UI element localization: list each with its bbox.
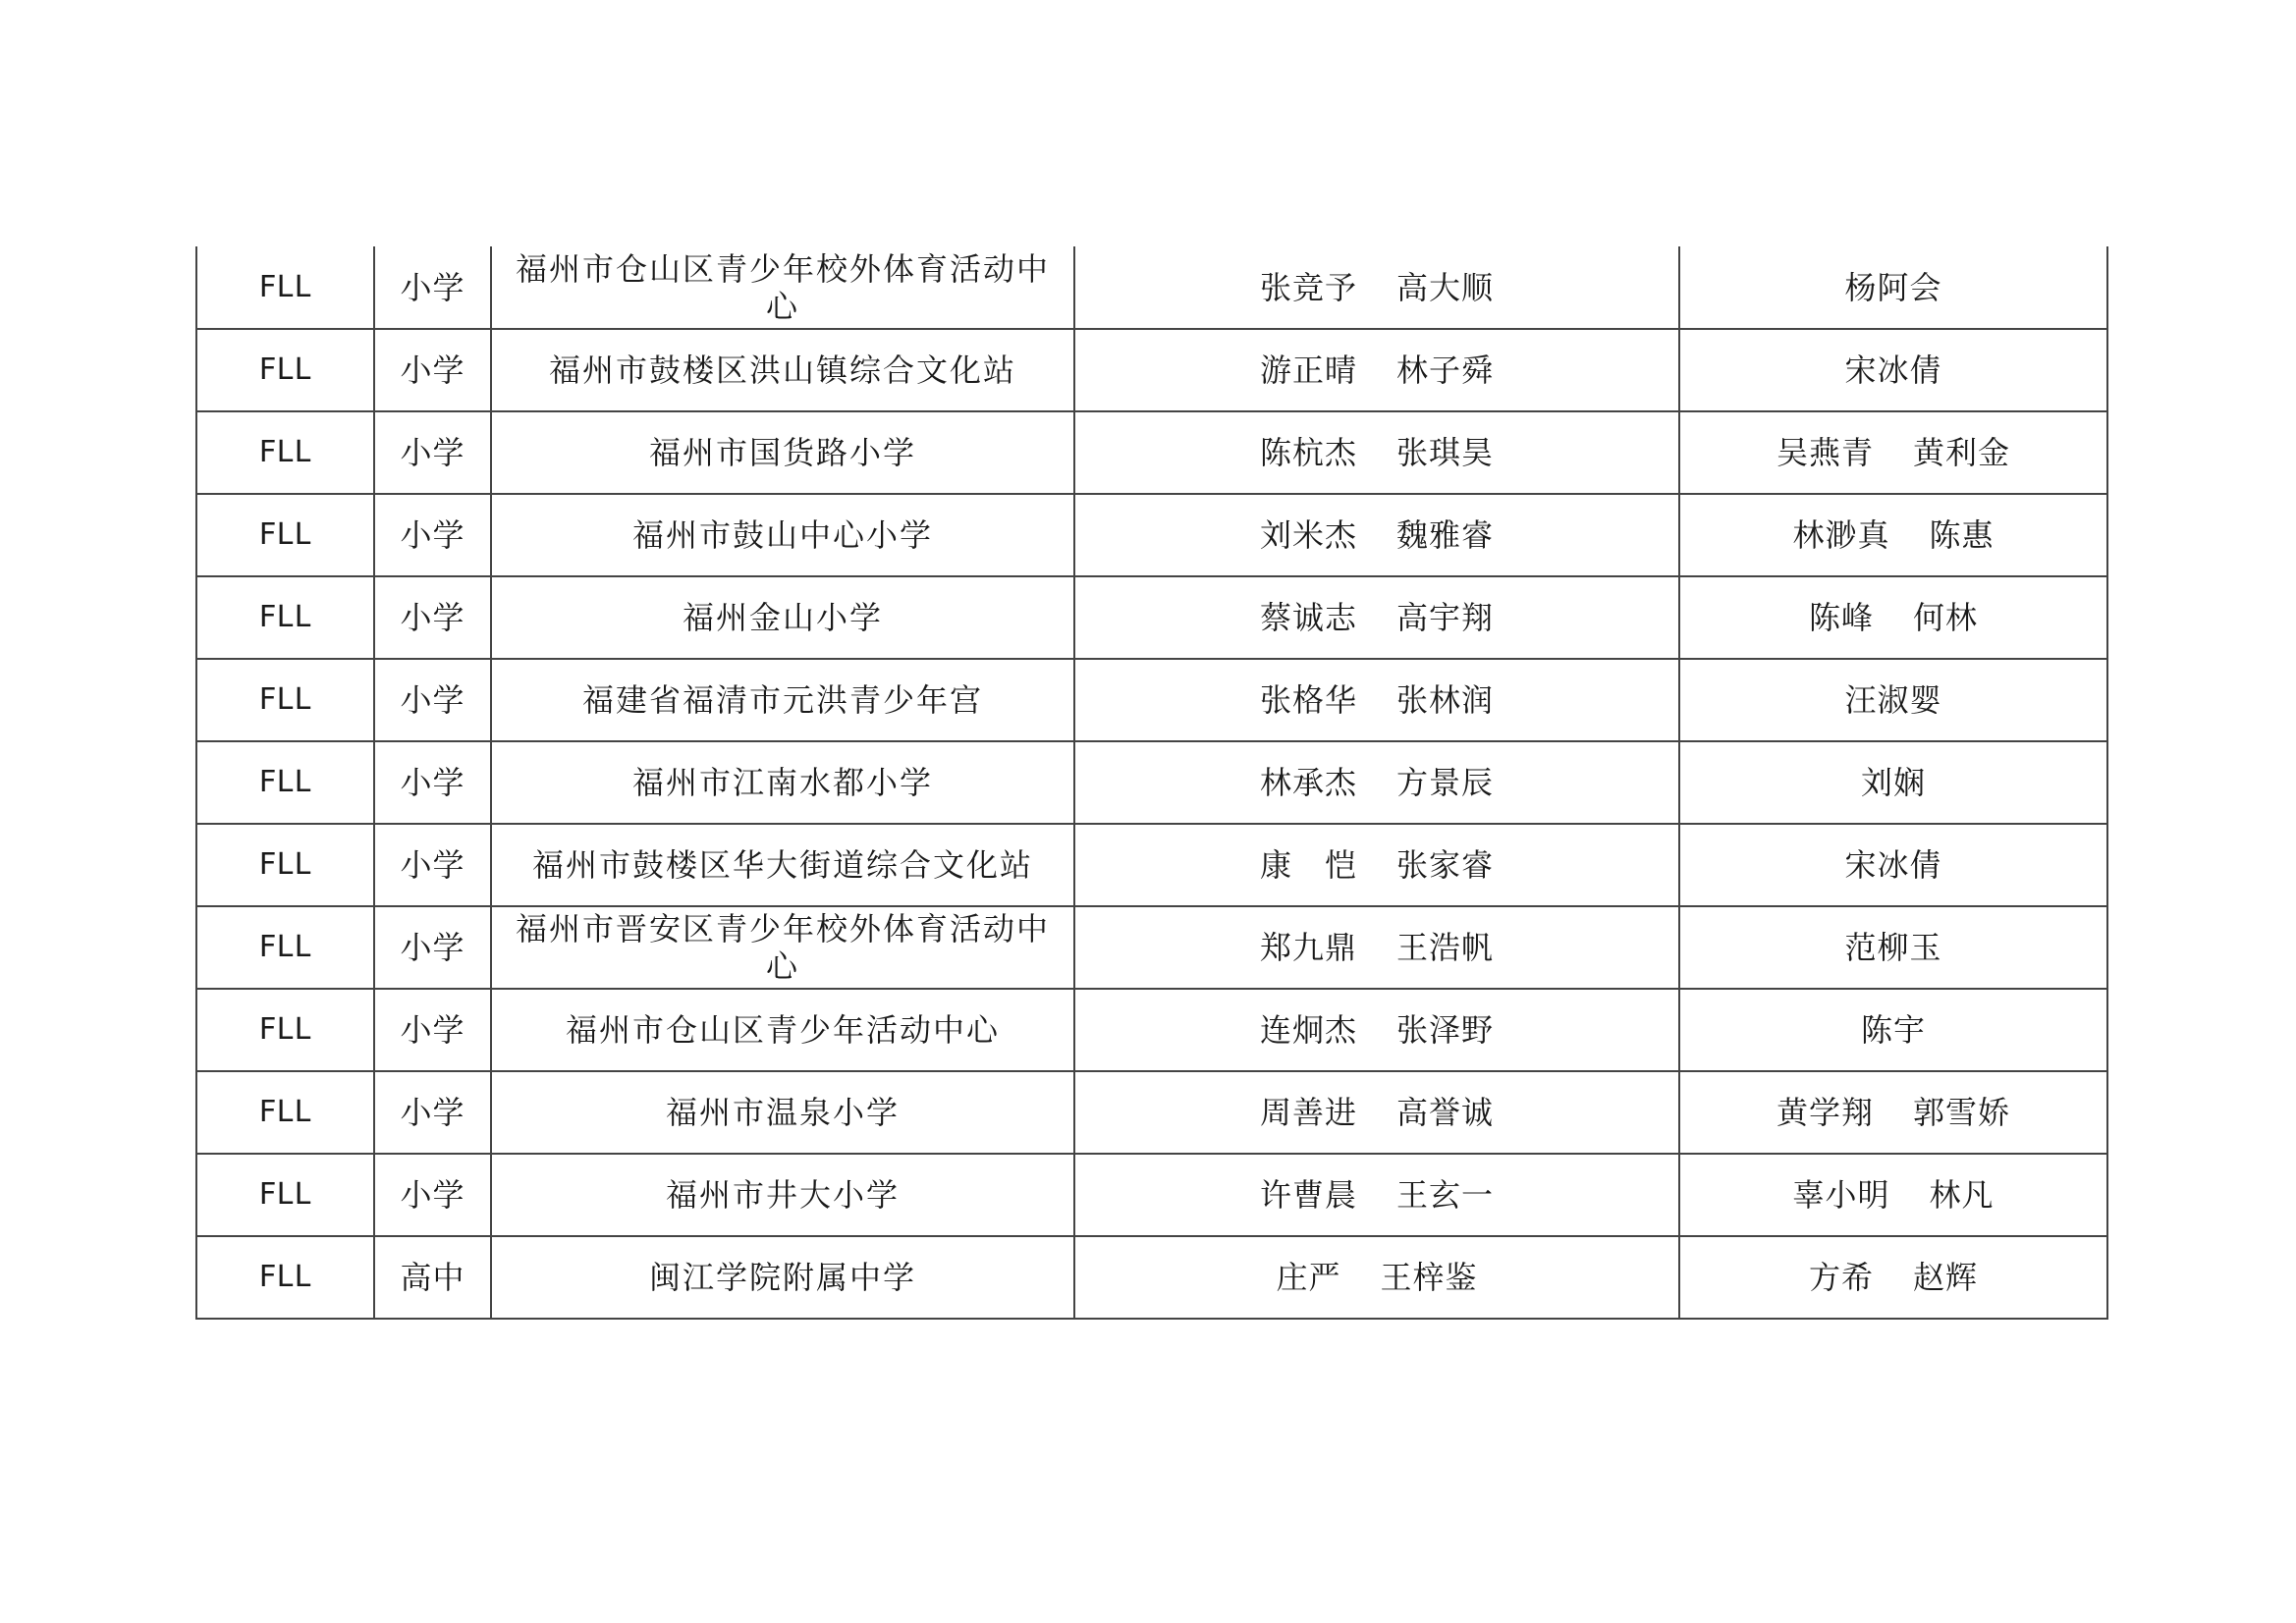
table-row (196, 576, 2107, 659)
coach-name: 黄学翔 (1776, 1094, 1874, 1131)
student-name: 王浩帆 (1396, 929, 1495, 966)
category-cell: FLL (196, 411, 374, 494)
coach-name: 何林 (1913, 599, 1979, 636)
student-name: 蔡诚志 (1259, 599, 1357, 636)
category-cell: FLL (196, 741, 374, 824)
student-name: 刘米杰 (1259, 516, 1357, 554)
table-row (196, 659, 2107, 741)
coaches-cell (1679, 824, 2107, 906)
students-cell (1074, 246, 1679, 329)
student-name: 张泽野 (1396, 1011, 1495, 1049)
student-name: 陈杭杰 (1259, 434, 1357, 471)
coach-name: 吴燕青 (1776, 434, 1874, 471)
table-row (196, 824, 2107, 906)
level-cell: 小学 (374, 989, 491, 1071)
table-row (196, 989, 2107, 1071)
coach-name: 宋冰倩 (1844, 352, 1942, 389)
table-row (196, 1071, 2107, 1154)
award-table (195, 246, 2108, 1320)
student-name: 张格华 (1259, 681, 1357, 719)
coach-name: 林渺真 (1792, 516, 1890, 554)
student-name: 高大顺 (1396, 268, 1495, 306)
category-cell: FLL (196, 494, 374, 576)
coach-name: 范柳玉 (1844, 929, 1942, 966)
coaches-cell (1679, 659, 2107, 741)
students-cell (1074, 576, 1679, 659)
level-cell: 高中 (374, 1236, 491, 1319)
coach-name: 林凡 (1929, 1176, 1995, 1214)
table-row (196, 741, 2107, 824)
category-cell: FLL (196, 246, 374, 329)
students-cell (1074, 494, 1679, 576)
student-name: 张琪昊 (1396, 434, 1495, 471)
school-cell: 福州市江南水都小学 (491, 741, 1074, 824)
level-cell: 小学 (374, 1154, 491, 1236)
school-cell: 福州市温泉小学 (491, 1071, 1074, 1154)
student-name: 高宇翔 (1396, 599, 1495, 636)
level-cell: 小学 (374, 411, 491, 494)
students-cell (1074, 1154, 1679, 1236)
school-cell: 福州市鼓楼区洪山镇综合文化站 (491, 329, 1074, 411)
students-cell (1074, 906, 1679, 989)
category-cell: FLL (196, 1071, 374, 1154)
student-name: 王玄一 (1396, 1176, 1495, 1214)
students-cell (1074, 989, 1679, 1071)
coach-name: 郭雪娇 (1913, 1094, 2011, 1131)
coaches-cell (1679, 1236, 2107, 1319)
student-name: 方景辰 (1396, 764, 1495, 801)
student-name: 张竞予 (1259, 268, 1357, 306)
coach-name: 刘娴 (1860, 764, 1926, 801)
award-list-page (195, 246, 2106, 1320)
table-row (196, 411, 2107, 494)
school-cell: 福州市鼓山中心小学 (491, 494, 1074, 576)
student-name: 游正晴 (1259, 352, 1357, 389)
award-table-body (196, 246, 2107, 1319)
student-name: 周善进 (1259, 1094, 1357, 1131)
level-cell: 小学 (374, 741, 491, 824)
school-cell: 福州市仓山区青少年校外体育活动中心 (491, 246, 1074, 329)
table-row (196, 329, 2107, 411)
student-name: 张家睿 (1396, 846, 1495, 884)
coaches-cell (1679, 741, 2107, 824)
table-row (196, 246, 2107, 329)
category-cell: FLL (196, 1154, 374, 1236)
table-row (196, 494, 2107, 576)
level-cell: 小学 (374, 1071, 491, 1154)
students-cell (1074, 1071, 1679, 1154)
level-cell: 小学 (374, 824, 491, 906)
student-name: 康 恺 (1259, 846, 1357, 884)
level-cell: 小学 (374, 494, 491, 576)
school-cell: 闽江学院附属中学 (491, 1236, 1074, 1319)
school-cell: 福州市仓山区青少年活动中心 (491, 989, 1074, 1071)
coaches-cell (1679, 906, 2107, 989)
school-cell: 福州市晋安区青少年校外体育活动中心 (491, 906, 1074, 989)
coaches-cell (1679, 576, 2107, 659)
coach-name: 宋冰倩 (1844, 846, 1942, 884)
level-cell: 小学 (374, 906, 491, 989)
coaches-cell (1679, 329, 2107, 411)
coaches-cell (1679, 1071, 2107, 1154)
coach-name: 黄利金 (1913, 434, 2011, 471)
level-cell: 小学 (374, 576, 491, 659)
table-row (196, 1154, 2107, 1236)
student-name: 庄严 (1276, 1259, 1341, 1296)
coach-name: 汪淑婴 (1844, 681, 1942, 719)
category-cell: FLL (196, 989, 374, 1071)
coach-name: 方希 (1808, 1259, 1874, 1296)
category-cell: FLL (196, 329, 374, 411)
student-name: 魏雅睿 (1396, 516, 1495, 554)
student-name: 林子舜 (1396, 352, 1495, 389)
category-cell: FLL (196, 906, 374, 989)
school-cell: 福州市鼓楼区华大街道综合文化站 (491, 824, 1074, 906)
coaches-cell (1679, 989, 2107, 1071)
level-cell: 小学 (374, 659, 491, 741)
students-cell (1074, 824, 1679, 906)
coaches-cell (1679, 1154, 2107, 1236)
table-row (196, 906, 2107, 989)
coach-name: 陈宇 (1860, 1011, 1926, 1049)
student-name: 郑九鼎 (1259, 929, 1357, 966)
coach-name: 杨阿会 (1844, 268, 1942, 306)
school-cell: 福建省福清市元洪青少年宫 (491, 659, 1074, 741)
category-cell: FLL (196, 576, 374, 659)
table-row (196, 1236, 2107, 1319)
students-cell (1074, 659, 1679, 741)
coach-name: 赵辉 (1913, 1259, 1979, 1296)
category-cell: FLL (196, 824, 374, 906)
school-cell: 福州市井大小学 (491, 1154, 1074, 1236)
student-name: 王梓鉴 (1380, 1259, 1478, 1296)
coaches-cell (1679, 246, 2107, 329)
students-cell (1074, 411, 1679, 494)
students-cell (1074, 741, 1679, 824)
coach-name: 辜小明 (1792, 1176, 1890, 1214)
coaches-cell (1679, 494, 2107, 576)
coach-name: 陈峰 (1808, 599, 1874, 636)
category-cell: FLL (196, 1236, 374, 1319)
students-cell (1074, 329, 1679, 411)
student-name: 许曹晨 (1259, 1176, 1357, 1214)
student-name: 张林润 (1396, 681, 1495, 719)
student-name: 林承杰 (1259, 764, 1357, 801)
level-cell: 小学 (374, 329, 491, 411)
students-cell (1074, 1236, 1679, 1319)
student-name: 连炯杰 (1259, 1011, 1357, 1049)
level-cell: 小学 (374, 246, 491, 329)
school-cell: 福州市国货路小学 (491, 411, 1074, 494)
student-name: 高誉诚 (1396, 1094, 1495, 1131)
coach-name: 陈惠 (1929, 516, 1995, 554)
coaches-cell (1679, 411, 2107, 494)
category-cell: FLL (196, 659, 374, 741)
school-cell: 福州金山小学 (491, 576, 1074, 659)
